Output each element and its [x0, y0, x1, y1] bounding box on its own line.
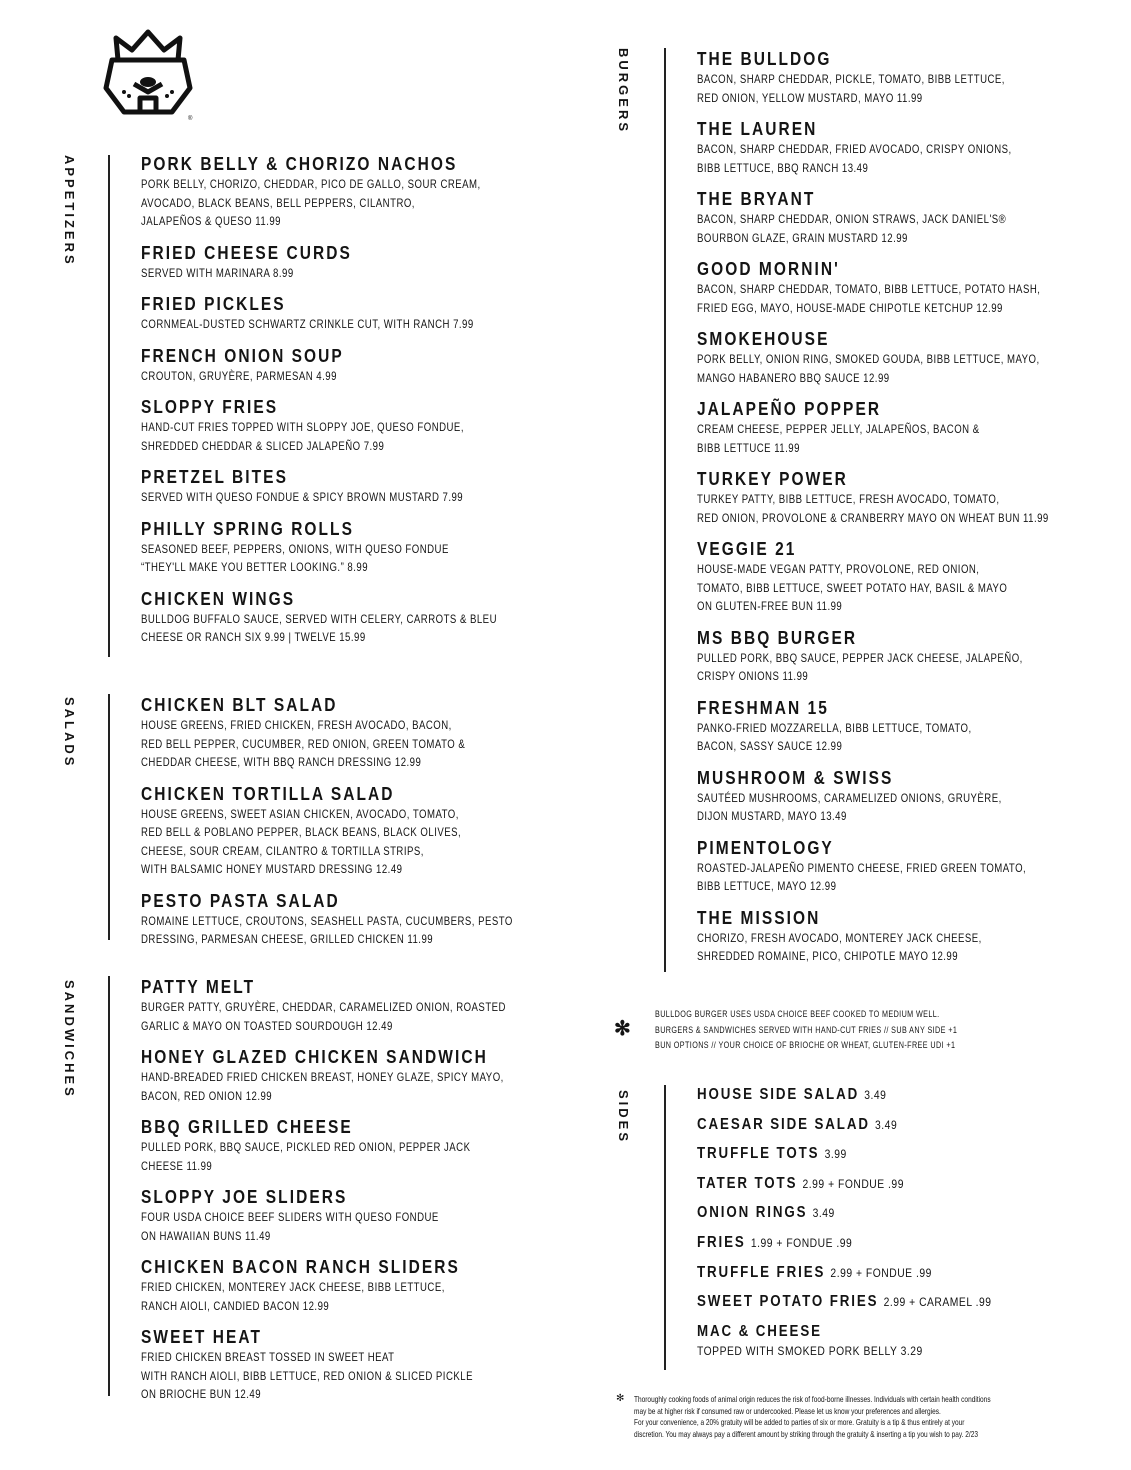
menu-item	[141, 1326, 597, 1404]
item-description: JALAPEÑOS & QUESO 11.99	[141, 214, 281, 228]
item-description: CREAM CHEESE, PEPPER JELLY, JALAPEÑOS, BACON &	[697, 422, 980, 436]
menu-item	[697, 188, 1131, 247]
bulldog-logo	[98, 26, 198, 122]
item-description: SEASONED BEEF, PEPPERS, ONIONS, WITH QUESO FONDUE	[141, 541, 449, 556]
item-name: CHICKEN WINGS	[141, 588, 296, 609]
item-name: THE MISSION	[697, 907, 821, 928]
side-item	[697, 1175, 991, 1205]
item-description: ROMAINE LETTUCE, CROUTONS, SEASHELL PASTA, CUCUMBERS, PESTO	[141, 913, 513, 928]
item-name: FRESHMAN 15	[697, 697, 829, 718]
item-description: PORK BELLY, CHORIZO, CHEDDAR, PICO DE GALLO, SOUR CREAM,	[141, 177, 481, 191]
menu-item	[697, 538, 1131, 616]
item-name: PIMENTOLOGY	[697, 837, 834, 858]
item-description: CHEESE OR RANCH SIX 9.99 | TWELVE 15.99	[141, 630, 366, 644]
item-name: PATTY MELT	[141, 977, 256, 997]
footnote-line: may be at higher risk if consumed raw or undercooked. Please let us know your preferences and allergies.	[634, 1405, 941, 1416]
item-description: CHEDDAR CHEESE, WITH BBQ RANCH DRESSING 12.99	[141, 755, 422, 769]
burger-note	[655, 1007, 957, 1054]
side-price: 2.99 + FONDUE .99	[802, 1176, 904, 1191]
menu-item	[141, 694, 606, 772]
menu-item	[141, 396, 586, 455]
menu-item	[141, 153, 586, 231]
side-name: ONION RINGS	[697, 1204, 808, 1222]
menu-item	[697, 468, 1131, 527]
item-description: RED ONION, PROVOLONE & CRANBERRY MAYO ON WHEAT BUN 11.99	[697, 510, 1049, 525]
item-description: PORK BELLY, ONION RING, SMOKED GOUDA, BIBB LETTUCE, MAYO,	[697, 352, 1040, 366]
side-item	[697, 1145, 991, 1175]
note-line: BUN OPTIONS // YOUR CHOICE OF BRIOCHE OR WHEAT, GLUTEN-FREE UDI +1	[655, 1040, 956, 1050]
item-description: BULLDOG BUFFALO SAUCE, SERVED WITH CELERY, CARROTS & BLEU	[141, 611, 497, 626]
menu-item	[141, 345, 586, 386]
side-item	[697, 1204, 991, 1234]
menu-item	[141, 466, 586, 507]
item-name: PORK BELLY & CHORIZO NACHOS	[141, 154, 458, 174]
menu-item	[697, 398, 1131, 457]
item-description: ON GLUTEN-FREE BUN 11.99	[697, 599, 843, 613]
item-description: TURKEY PATTY, BIBB LETTUCE, FRESH AVOCADO, TOMATO,	[697, 492, 1000, 506]
item-description: FRIED EGG, MAYO, HOUSE-MADE CHIPOTLE KETCHUP 12.99	[697, 300, 1003, 315]
item-description: ON HAWAIIAN BUNS 11.49	[141, 1228, 271, 1243]
item-description: BACON, SHARP CHEDDAR, ONION STRAWS, JACK DANIEL'S®	[697, 212, 1007, 226]
divider	[664, 1085, 666, 1370]
footnote-line: discretion. You may always pay a different amount by striking through the gratuity & inserting a tip you wish to pay. 2/23	[634, 1428, 979, 1439]
item-name: PRETZEL BITES	[141, 467, 288, 487]
item-description: MANGO HABANERO BBQ SAUCE 12.99	[697, 370, 890, 385]
item-name: CHICKEN TORTILLA SALAD	[141, 783, 395, 804]
item-description: CRISPY ONIONS 11.99	[697, 669, 809, 683]
item-description: BACON, SHARP CHEDDAR, FRIED AVOCADO, CRISPY ONIONS,	[697, 142, 1012, 156]
side-item	[697, 1234, 991, 1264]
item-description: BURGER PATTY, GRUYÈRE, CHEDDAR, CARAMELIZED ONION, ROASTED	[141, 1000, 506, 1014]
item-name: SWEET HEAT	[141, 1327, 262, 1347]
menu-item	[141, 1256, 597, 1315]
menu-item	[141, 293, 586, 334]
item-name: THE BRYANT	[697, 189, 816, 209]
footnote	[634, 1394, 991, 1440]
salads-section	[141, 694, 606, 960]
item-name: MUSHROOM & SWISS	[697, 767, 894, 788]
item-description: PULLED PORK, BBQ SAUCE, PEPPER JACK CHEESE, JALAPEÑO,	[697, 650, 1023, 665]
item-description: BOURBON GLAZE, GRAIN MUSTARD 12.99	[697, 230, 908, 245]
item-description: BIBB LETTUCE, BBQ RANCH 13.49	[697, 160, 869, 175]
item-description: SERVED WITH MARINARA 8.99	[141, 265, 294, 280]
divider	[108, 694, 110, 940]
side-item	[697, 1264, 991, 1294]
menu-item	[141, 242, 586, 283]
side-price: 1.99 + FONDUE .99	[750, 1235, 853, 1250]
item-description: FOUR USDA CHOICE BEEF SLIDERS WITH QUESO FONDUE	[141, 1210, 439, 1224]
item-name: THE BULLDOG	[697, 49, 832, 69]
menu-item	[697, 627, 1131, 686]
side-name: TRUFFLE FRIES	[697, 1263, 826, 1281]
item-description: WITH RANCH AIOLI, BIBB LETTUCE, RED ONION & SLICED PICKLE	[141, 1368, 473, 1383]
side-name: MAC & CHEESE	[697, 1322, 822, 1340]
side-name: HOUSE SIDE SALAD	[697, 1086, 860, 1103]
item-description: ON BRIOCHE BUN 12.49	[141, 1387, 262, 1401]
menu-item	[141, 890, 606, 949]
item-description: WITH BALSAMIC HONEY MUSTARD DRESSING 12.49	[141, 862, 403, 876]
appetizers-label: APPETIZERS	[62, 155, 77, 267]
item-description: HOUSE-MADE VEGAN PATTY, PROVOLONE, RED ONION,	[697, 562, 980, 576]
side-price: 3.49	[864, 1088, 887, 1102]
item-description: CHEESE, SOUR CREAM, CILANTRO & TORTILLA STRIPS,	[141, 843, 424, 858]
sandwiches-label: SANDWICHES	[62, 980, 77, 1099]
item-name: PHILLY SPRING ROLLS	[141, 518, 354, 539]
item-name: FRIED PICKLES	[141, 294, 286, 314]
salads-label: SALADS	[62, 697, 77, 769]
side-price: 3.49	[812, 1206, 835, 1221]
footnote-line: Thoroughly cooking foods of animal origin reduces the risk of food-borne illnesses. Individuals with certain health conditions	[634, 1394, 991, 1404]
menu-item	[697, 907, 1131, 966]
side-price: 3.99	[824, 1147, 847, 1162]
menu-item	[697, 697, 1131, 756]
item-description: BACON, RED ONION 12.99	[141, 1088, 273, 1103]
item-description: SERVED WITH QUESO FONDUE & SPICY BROWN MUSTARD 7.99	[141, 490, 464, 504]
sides-section	[697, 1086, 1039, 1358]
side-name: TRUFFLE TOTS	[697, 1145, 820, 1163]
side-item	[697, 1322, 991, 1358]
menu-item	[141, 588, 586, 647]
item-description: PULLED PORK, BBQ SAUCE, PICKLED RED ONION, PEPPER JACK	[141, 1140, 471, 1154]
side-item	[697, 1293, 991, 1323]
item-description: DRESSING, PARMESAN CHEESE, GRILLED CHICKEN 11.99	[141, 932, 434, 946]
item-name: SMOKEHOUSE	[697, 329, 830, 349]
item-description: SHREDDED ROMAINE, PICO, CHIPOTLE MAYO 12.99	[697, 949, 959, 963]
item-description: RED BELL & POBLANO PEPPER, BLACK BEANS, BLACK OLIVES,	[141, 825, 462, 839]
item-name: CHICKEN BLT SALAD	[141, 695, 338, 715]
asterisk-icon: ✻	[614, 1018, 631, 1040]
item-description: RED BELL PEPPER, CUCUMBER, RED ONION, GREEN TOMATO &	[141, 736, 466, 751]
menu-item	[141, 783, 606, 879]
menu-item	[141, 518, 586, 577]
item-description: BIBB LETTUCE 11.99	[697, 440, 800, 455]
side-name: CAESAR SIDE SALAD	[697, 1115, 870, 1133]
item-name: SLOPPY JOE SLIDERS	[141, 1187, 348, 1207]
burgers-section	[697, 48, 1131, 977]
item-description: CORNMEAL-DUSTED SCHWARTZ CRINKLE CUT, WITH RANCH 7.99	[141, 317, 474, 331]
item-description: CROUTON, GRUYÈRE, PARMESAN 4.99	[141, 368, 337, 383]
divider	[108, 155, 110, 657]
item-description: FRIED CHICKEN, MONTEREY JACK CHEESE, BIBB LETTUCE,	[141, 1280, 445, 1294]
item-name: FRENCH ONION SOUP	[141, 345, 344, 366]
menu-item	[697, 48, 1131, 107]
item-description: AVOCADO, BLACK BEANS, BELL PEPPERS, CILANTRO,	[141, 195, 415, 210]
item-description: BIBB LETTUCE, MAYO 12.99	[697, 879, 837, 893]
item-name: CHICKEN BACON RANCH SLIDERS	[141, 1257, 460, 1277]
item-description: BACON, SASSY SAUCE 12.99	[697, 739, 843, 753]
item-description: PANKO-FRIED MOZZARELLA, BIBB LETTUCE, TOMATO,	[697, 720, 972, 735]
appetizers-section	[141, 153, 586, 658]
item-name: SLOPPY FRIES	[141, 397, 279, 417]
menu-item	[141, 1186, 597, 1245]
sandwiches-section	[141, 976, 597, 1415]
side-price: 2.99 + FONDUE .99	[830, 1265, 932, 1280]
divider	[664, 48, 666, 972]
item-description: HAND-CUT FRIES TOPPED WITH SLOPPY JOE, QUESO FONDUE,	[141, 420, 464, 434]
side-name: FRIES	[697, 1233, 746, 1251]
item-description: HAND-BREADED FRIED CHICKEN BREAST, HONEY GLAZE, SPICY MAYO,	[141, 1070, 504, 1084]
menu-item	[141, 1116, 597, 1175]
item-name: TURKEY POWER	[697, 469, 848, 489]
note-line: BURGERS & SANDWICHES SERVED WITH HAND-CUT FRIES // SUB ANY SIDE +1	[655, 1024, 958, 1035]
side-item	[697, 1086, 991, 1116]
menu-item	[697, 258, 1131, 317]
side-price: 3.49	[875, 1117, 898, 1132]
note-line: BULLDOG BURGER USES USDA CHOICE BEEF COOKED TO MEDIUM WELL.	[655, 1009, 940, 1019]
item-description: TOMATO, BIBB LETTUCE, SWEET POTATO HAY, BASIL & MAYO	[697, 580, 1008, 595]
divider	[108, 976, 110, 1396]
item-description: HOUSE GREENS, SWEET ASIAN CHICKEN, AVOCADO, TOMATO,	[141, 806, 459, 821]
item-description: SAUTÉED MUSHROOMS, CARAMELIZED ONIONS, GRUYÈRE,	[697, 790, 1002, 805]
footnote-line: For your convenience, a 20% gratuity will be added to parties of six or more. Gratuity is a tip & thus entirely at your	[634, 1417, 965, 1428]
side-description: TOPPED WITH SMOKED PORK BELLY 3.29	[697, 1343, 923, 1358]
item-description: CHEESE 11.99	[141, 1158, 213, 1173]
asterisk-icon: ✻	[616, 1393, 625, 1404]
side-price: 2.99 + CARAMEL .99	[883, 1295, 992, 1310]
item-description: “THEY'LL MAKE YOU BETTER LOOKING.” 8.99	[141, 560, 369, 574]
side-item	[697, 1116, 991, 1146]
menu-item	[697, 837, 1131, 896]
side-name: TATER TOTS	[697, 1174, 798, 1192]
menu-item	[697, 328, 1131, 387]
item-name: GOOD MORNIN'	[697, 259, 840, 279]
item-description: GARLIC & MAYO ON TOASTED SOURDOUGH 12.49	[141, 1018, 393, 1033]
item-description: BACON, SHARP CHEDDAR, TOMATO, BIBB LETTUCE, POTATO HASH,	[697, 282, 1041, 296]
item-description: CHORIZO, FRESH AVOCADO, MONTEREY JACK CHEESE,	[697, 930, 982, 945]
menu-item	[141, 976, 597, 1035]
item-name: THE LAUREN	[697, 119, 818, 139]
item-name: FRIED CHEESE CURDS	[141, 242, 352, 263]
item-description: FRIED CHICKEN BREAST TOSSED IN SWEET HEAT	[141, 1350, 395, 1364]
menu-item	[141, 1046, 597, 1105]
item-name: PESTO PASTA SALAD	[141, 890, 340, 911]
menu-item	[697, 118, 1131, 177]
item-description: DIJON MUSTARD, MAYO 13.49	[697, 809, 847, 823]
item-name: VEGGIE 21	[697, 539, 797, 559]
sides-label: SIDES	[616, 1090, 631, 1145]
item-name: JALAPEÑO POPPER	[697, 399, 882, 419]
registered-mark: ®	[188, 116, 193, 122]
item-description: ROASTED-JALAPEÑO PIMENTO CHEESE, FRIED GREEN TOMATO,	[697, 860, 1027, 875]
item-description: SHREDDED CHEDDAR & SLICED JALAPEÑO 7.99	[141, 438, 385, 453]
burgers-label: BURGERS	[616, 48, 631, 135]
side-name: SWEET POTATO FRIES	[697, 1293, 879, 1311]
item-description: BACON, SHARP CHEDDAR, PICKLE, TOMATO, BIBB LETTUCE,	[697, 72, 1005, 86]
item-description: HOUSE GREENS, FRIED CHICKEN, FRESH AVOCADO, BACON,	[141, 718, 452, 732]
item-name: BBQ GRILLED CHEESE	[141, 1117, 353, 1137]
menu-item	[697, 767, 1131, 826]
item-name: HONEY GLAZED CHICKEN SANDWICH	[141, 1047, 488, 1067]
item-name: MS BBQ BURGER	[697, 627, 858, 648]
item-description: RANCH AIOLI, CANDIED BACON 12.99	[141, 1298, 330, 1313]
item-description: RED ONION, YELLOW MUSTARD, MAYO 11.99	[697, 90, 923, 105]
